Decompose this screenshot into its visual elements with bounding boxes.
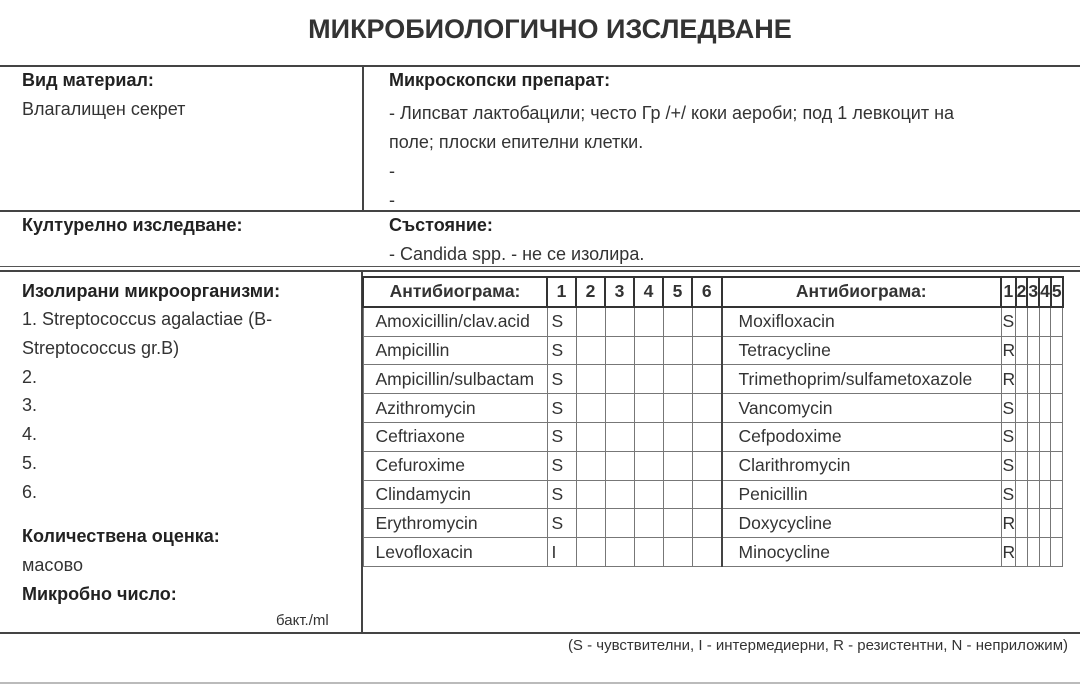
empty-cell xyxy=(663,509,692,538)
antibiogram-header-right: Антибиограма: xyxy=(722,277,1002,307)
result-cell: R xyxy=(1001,538,1016,567)
quantity-value: масово xyxy=(22,555,83,575)
divider xyxy=(362,65,364,210)
empty-cell xyxy=(605,480,634,509)
empty-cell xyxy=(576,422,605,451)
empty-cell xyxy=(1016,394,1028,423)
result-cell: S xyxy=(1001,394,1016,423)
result-cell: I xyxy=(547,538,576,567)
empty-cell xyxy=(576,394,605,423)
antibiotic-name: Cefuroxime xyxy=(363,451,547,480)
isolated-item: 2. xyxy=(22,366,38,387)
table-row xyxy=(363,538,1063,567)
empty-cell xyxy=(605,365,634,394)
empty-cell xyxy=(1016,365,1028,394)
empty-cell xyxy=(576,480,605,509)
microscopy-line: - xyxy=(389,161,395,181)
empty-cell xyxy=(663,422,692,451)
microscopy-line: - xyxy=(389,190,395,210)
empty-cell xyxy=(1039,422,1051,451)
antibiotic-name: Trimethoprim/sulfametoxazole xyxy=(722,365,1002,394)
count-label: Микробно число: xyxy=(22,584,177,604)
microscopy-line: поле; плоски епителни клетки. xyxy=(389,132,644,152)
isolated-item: 4. xyxy=(22,424,38,445)
divider xyxy=(0,266,1080,267)
empty-cell xyxy=(605,307,634,336)
empty-cell xyxy=(1039,365,1051,394)
empty-cell xyxy=(1051,422,1063,451)
table-row xyxy=(363,451,1063,480)
column-header: 5 xyxy=(1051,277,1063,307)
empty-cell xyxy=(692,509,722,538)
empty-cell xyxy=(1051,480,1063,509)
empty-cell xyxy=(1016,451,1028,480)
empty-cell xyxy=(692,365,722,394)
empty-cell xyxy=(1016,307,1028,336)
result-cell: S xyxy=(547,422,576,451)
divider xyxy=(0,632,1080,634)
empty-cell xyxy=(1027,336,1039,365)
quantity-label: Количествена оценка: xyxy=(22,526,220,546)
table-row xyxy=(363,480,1063,509)
result-cell: R xyxy=(1001,365,1016,394)
antibiotic-name: Minocycline xyxy=(722,538,1002,567)
isolated-item: 6. xyxy=(22,481,38,502)
empty-cell xyxy=(1027,480,1039,509)
result-cell: S xyxy=(547,307,576,336)
antibiotic-name: Amoxicillin/clav.acid xyxy=(363,307,547,336)
column-header: 4 xyxy=(1039,277,1051,307)
empty-cell xyxy=(576,365,605,394)
empty-cell xyxy=(1051,336,1063,365)
isolated-item: Streptococcus gr.B) xyxy=(22,337,180,358)
isolated-label: Изолирани микроорганизми: xyxy=(22,281,281,301)
empty-cell xyxy=(663,307,692,336)
empty-cell xyxy=(1016,538,1028,567)
empty-cell xyxy=(692,307,722,336)
antibiotic-name: Doxycycline xyxy=(722,509,1002,538)
antibiogram-table xyxy=(362,276,1064,567)
antibiotic-name: Ampicillin xyxy=(363,336,547,365)
empty-cell xyxy=(1016,509,1028,538)
result-cell: S xyxy=(1001,422,1016,451)
empty-cell xyxy=(1051,307,1063,336)
empty-cell xyxy=(605,336,634,365)
empty-cell xyxy=(1027,538,1039,567)
table-row xyxy=(363,509,1063,538)
empty-cell xyxy=(576,538,605,567)
count-unit: бакт./ml xyxy=(276,612,329,629)
antibiotic-name: Azithromycin xyxy=(363,394,547,423)
material-label: Вид материал: xyxy=(22,70,154,90)
table-row xyxy=(363,422,1063,451)
empty-cell xyxy=(1027,422,1039,451)
empty-cell xyxy=(663,394,692,423)
empty-cell xyxy=(1051,509,1063,538)
antibiotic-name: Erythromycin xyxy=(363,509,547,538)
empty-cell xyxy=(692,451,722,480)
result-cell: S xyxy=(1001,307,1016,336)
column-header: 6 xyxy=(692,277,722,307)
table-row xyxy=(363,365,1063,394)
empty-cell xyxy=(1027,394,1039,423)
empty-cell xyxy=(1051,538,1063,567)
result-cell: S xyxy=(547,394,576,423)
antibiotic-name: Ceftriaxone xyxy=(363,422,547,451)
column-header: 2 xyxy=(1016,277,1028,307)
column-header: 3 xyxy=(605,277,634,307)
empty-cell xyxy=(1039,307,1051,336)
table-row xyxy=(363,336,1063,365)
result-cell: S xyxy=(547,480,576,509)
column-header: 1 xyxy=(547,277,576,307)
empty-cell xyxy=(1027,451,1039,480)
table-row xyxy=(363,307,1063,336)
result-cell: R xyxy=(1001,509,1016,538)
material-value: Влагалищен секрет xyxy=(22,99,186,119)
empty-cell xyxy=(576,336,605,365)
empty-cell xyxy=(605,394,634,423)
empty-cell xyxy=(1027,307,1039,336)
empty-cell xyxy=(1027,509,1039,538)
empty-cell xyxy=(692,422,722,451)
empty-cell xyxy=(634,538,663,567)
empty-cell xyxy=(634,509,663,538)
microscopy-line: - Липсват лактобацили; често Гр /+/ коки аероби; под 1 левкоцит на xyxy=(389,103,955,123)
empty-cell xyxy=(576,307,605,336)
result-cell: S xyxy=(1001,480,1016,509)
result-cell: S xyxy=(547,451,576,480)
isolated-list xyxy=(22,305,272,507)
antibiotic-name: Penicillin xyxy=(722,480,1002,509)
empty-cell xyxy=(634,336,663,365)
empty-cell xyxy=(663,480,692,509)
empty-cell xyxy=(663,336,692,365)
state-value: - Candida spp. - не се изолира. xyxy=(389,244,645,264)
empty-cell xyxy=(1039,394,1051,423)
isolated-item: 3. xyxy=(22,395,38,416)
antibiotic-name: Clarithromycin xyxy=(722,451,1002,480)
column-header: 5 xyxy=(663,277,692,307)
antibiogram-header-left: Антибиограма: xyxy=(363,277,547,307)
empty-cell xyxy=(1051,365,1063,394)
isolated-item: 5. xyxy=(22,452,38,473)
empty-cell xyxy=(663,451,692,480)
empty-cell xyxy=(605,538,634,567)
column-header: 4 xyxy=(634,277,663,307)
antibiotic-name: Moxifloxacin xyxy=(722,307,1002,336)
empty-cell xyxy=(634,422,663,451)
empty-cell xyxy=(692,394,722,423)
empty-cell xyxy=(1016,422,1028,451)
culture-label: Културелно изследване: xyxy=(22,215,243,235)
empty-cell xyxy=(1039,509,1051,538)
empty-cell xyxy=(605,451,634,480)
microscopy-label: Микроскопски препарат: xyxy=(389,70,611,90)
empty-cell xyxy=(692,336,722,365)
antibiotic-name: Clindamycin xyxy=(363,480,547,509)
empty-cell xyxy=(634,394,663,423)
empty-cell xyxy=(1051,451,1063,480)
column-header: 2 xyxy=(576,277,605,307)
empty-cell xyxy=(605,422,634,451)
page-title: МИКРОБИОЛОГИЧНО ИЗСЛЕДВАНЕ xyxy=(308,14,792,44)
result-cell: S xyxy=(1001,451,1016,480)
antibiotic-name: Vancomycin xyxy=(722,394,1002,423)
column-header: 3 xyxy=(1027,277,1039,307)
empty-cell xyxy=(634,451,663,480)
empty-cell xyxy=(634,307,663,336)
empty-cell xyxy=(1039,451,1051,480)
empty-cell xyxy=(1051,394,1063,423)
divider xyxy=(0,682,1080,684)
microscopy-text xyxy=(389,99,954,215)
empty-cell xyxy=(1016,336,1028,365)
divider xyxy=(0,65,1080,67)
empty-cell xyxy=(1039,538,1051,567)
empty-cell xyxy=(634,480,663,509)
empty-cell xyxy=(605,509,634,538)
empty-cell xyxy=(1016,480,1028,509)
result-cell: S xyxy=(547,365,576,394)
table-row xyxy=(363,394,1063,423)
empty-cell xyxy=(1039,480,1051,509)
state-label: Състояние: xyxy=(389,215,493,235)
result-cell: S xyxy=(547,509,576,538)
result-cell: S xyxy=(547,336,576,365)
empty-cell xyxy=(576,509,605,538)
empty-cell xyxy=(1027,365,1039,394)
column-header: 1 xyxy=(1001,277,1016,307)
empty-cell xyxy=(634,365,663,394)
antibiotic-name: Cefpodoxime xyxy=(722,422,1002,451)
antibiotic-name: Levofloxacin xyxy=(363,538,547,567)
divider xyxy=(0,270,1080,272)
empty-cell xyxy=(576,451,605,480)
result-cell: R xyxy=(1001,336,1016,365)
antibiotic-name: Tetracycline xyxy=(722,336,1002,365)
empty-cell xyxy=(692,480,722,509)
legend-note: (S - чувствителни, I - интермедиерни, R - резистентни, N - неприложим) xyxy=(567,637,1068,654)
antibiotic-name: Ampicillin/sulbactam xyxy=(363,365,547,394)
empty-cell xyxy=(1039,336,1051,365)
empty-cell xyxy=(663,538,692,567)
empty-cell xyxy=(663,365,692,394)
empty-cell xyxy=(692,538,722,567)
isolated-item: 1. Streptococcus agalactiae (B- xyxy=(22,309,273,329)
